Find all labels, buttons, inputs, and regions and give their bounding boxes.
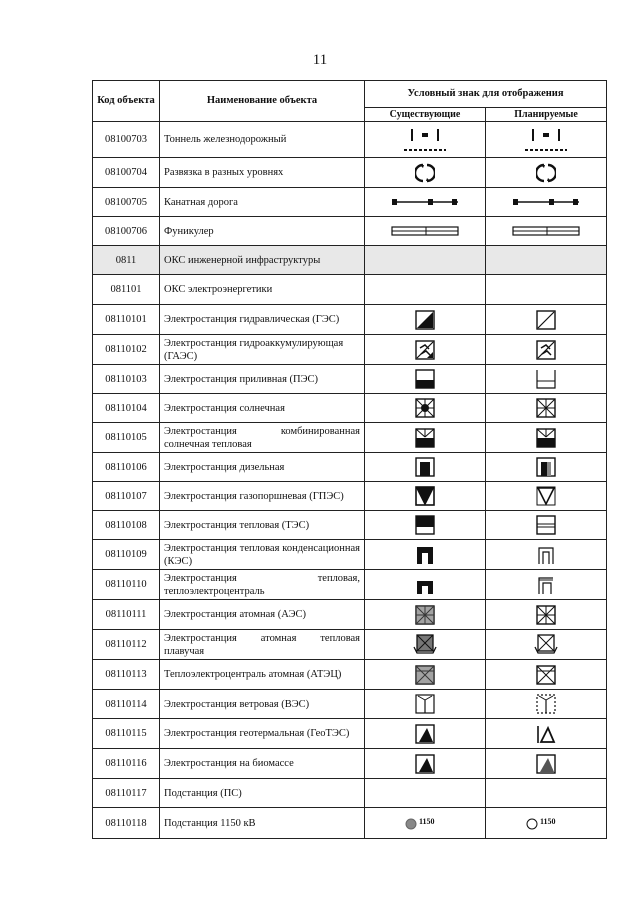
object-name: Электростанция атомная (АЭС) [160,600,365,630]
existing-symbol-cell [365,246,486,275]
object-name: Теплоэлектроцентраль атомная (АТЭЦ) [160,660,365,690]
planned-symbol-cell [486,511,607,540]
existing-symbol-cell [365,808,486,839]
object-name: Электростанция солнечная [160,394,365,423]
object-name: ОКС инженерной инфраструктуры [160,246,365,275]
object-code: 08110106 [93,453,160,482]
object-code: 08110101 [93,305,160,335]
object-code: 08100703 [93,122,160,158]
existing-symbol-cell [365,630,486,660]
object-code: 08110110 [93,570,160,600]
pumped-storage-plant-planned-icon [490,340,602,360]
gas-piston-plant-existing-icon [369,486,481,506]
hydro-plant-existing-icon [369,310,481,330]
nuclear-plant-existing-icon [369,605,481,625]
existing-symbol-cell [365,511,486,540]
tunnel-existing-icon [369,127,481,153]
object-name: Электростанция на биомассе [160,749,365,779]
object-name: Электростанция тепловая, теплоэлектроцентраль [160,570,365,600]
object-code: 08110111 [93,600,160,630]
existing-symbol-cell [365,660,486,690]
planned-symbol-cell [486,808,607,839]
object-name: Электростанция тепловая (ТЭС) [160,511,365,540]
object-name: Электростанция ветровая (ВЭС) [160,690,365,719]
table-row [93,719,607,749]
object-name: Тоннель железнодорожный [160,122,365,158]
funicular-existing-icon [369,225,481,237]
existing-symbol-cell [365,540,486,570]
object-name: Электростанция гидроаккумулирующая (ГАЭС) [160,335,365,365]
table-row [93,482,607,511]
header-name: Наименование объекта [160,81,365,122]
svg-text:1150: 1150 [419,817,435,826]
planned-symbol-cell [486,482,607,511]
table-row [93,540,607,570]
planned-symbol-cell [486,719,607,749]
existing-symbol-cell [365,779,486,808]
table-row [93,511,607,540]
object-code: 08110116 [93,749,160,779]
planned-symbol-cell [486,540,607,570]
existing-symbol-cell [365,482,486,511]
object-code: 08100706 [93,217,160,246]
table-row [93,600,607,630]
object-name: Канатная дорога [160,188,365,217]
header-symbol: Условный знак для отображения [365,81,607,108]
planned-symbol-cell [486,749,607,779]
substation-1150-planned-icon [490,816,602,830]
table-row [93,394,607,423]
solar-plant-existing-icon [369,398,481,418]
planned-symbol-cell [486,217,607,246]
planned-symbol-cell [486,188,607,217]
table-row [93,365,607,394]
symbols-table [92,80,607,839]
page-number: 11 [312,52,328,68]
wind-plant-existing-icon [369,694,481,714]
object-name: Электростанция дизельная [160,453,365,482]
table-row [93,749,607,779]
table-row [93,690,607,719]
planned-symbol-cell [486,779,607,808]
planned-symbol-cell [486,275,607,305]
object-name: Электростанция гидравлическая (ГЭС) [160,305,365,335]
existing-symbol-cell [365,423,486,453]
object-name: Электростанция комбинированная солнечная тепловая [160,423,365,453]
existing-symbol-cell [365,394,486,423]
existing-symbol-cell [365,690,486,719]
funicular-planned-icon [490,225,602,237]
substation-1150-existing-icon [369,816,481,830]
header-existing: Существующие [365,108,486,122]
biomass-plant-existing-icon [369,754,481,774]
nuclear-chp-planned-icon [490,665,602,685]
geothermal-plant-planned-icon [490,724,602,744]
existing-symbol-cell [365,453,486,482]
planned-symbol-cell [486,453,607,482]
planned-symbol-cell [486,335,607,365]
object-name: Электростанция приливная (ПЭС) [160,365,365,394]
table-row [93,122,607,158]
geothermal-plant-existing-icon [369,724,481,744]
planned-symbol-cell [486,423,607,453]
diesel-plant-existing-icon [369,457,481,477]
table-row [93,570,607,600]
object-name: Развязка в разных уровнях [160,158,365,188]
table-row [93,275,607,305]
wind-plant-planned-icon [490,694,602,714]
planned-symbol-cell [486,600,607,630]
existing-symbol-cell [365,600,486,630]
object-code: 08110104 [93,394,160,423]
cable-car-planned-icon [490,197,602,207]
chp-plant-planned-icon [490,575,602,595]
object-code: 08100705 [93,188,160,217]
section-row [93,246,607,275]
pumped-storage-plant-existing-icon [369,340,481,360]
nuclear-plant-planned-icon [490,605,602,625]
existing-symbol-cell [365,275,486,305]
existing-symbol-cell [365,305,486,335]
thermal-plant-planned-icon [490,515,602,535]
object-code: 08110108 [93,511,160,540]
object-code: 08110118 [93,808,160,839]
cable-car-existing-icon [369,197,481,207]
planned-symbol-cell [486,660,607,690]
biomass-plant-planned-icon [490,754,602,774]
object-code: 08110113 [93,660,160,690]
solar-thermal-plant-existing-icon [369,428,481,448]
tunnel-planned-icon [490,127,602,153]
header-planned: Планируемые [486,108,607,122]
floating-nuclear-plant-planned-icon [490,633,602,657]
planned-symbol-cell [486,394,607,423]
solar-plant-planned-icon [490,398,602,418]
object-code: 08110115 [93,719,160,749]
table-row [93,217,607,246]
object-name: Электростанция тепловая конденсационная (КЭС) [160,540,365,570]
planned-symbol-cell [486,158,607,188]
table-row [93,158,607,188]
planned-symbol-cell [486,630,607,660]
tidal-plant-planned-icon [490,369,602,389]
existing-symbol-cell [365,217,486,246]
planned-symbol-cell [486,365,607,394]
existing-symbol-cell [365,719,486,749]
object-code: 08110105 [93,423,160,453]
object-name: ОКС электроэнергетики [160,275,365,305]
object-name: Фуникулер [160,217,365,246]
condensing-plant-existing-icon [369,545,481,565]
object-name: Электростанция геотермальная (ГеоТЭС) [160,719,365,749]
table-row [93,808,607,839]
interchange-existing-icon [369,163,481,183]
diesel-plant-planned-icon [490,457,602,477]
object-code: 08100704 [93,158,160,188]
object-code: 08110117 [93,779,160,808]
object-code: 08110102 [93,335,160,365]
thermal-plant-existing-icon [369,515,481,535]
existing-symbol-cell [365,122,486,158]
table-row [93,779,607,808]
chp-plant-existing-icon [369,575,481,595]
table-row [93,660,607,690]
condensing-plant-planned-icon [490,545,602,565]
object-code: 08110112 [93,630,160,660]
object-code: 08110114 [93,690,160,719]
existing-symbol-cell [365,188,486,217]
table-row [93,423,607,453]
nuclear-chp-existing-icon [369,665,481,685]
existing-symbol-cell [365,365,486,394]
header-code: Код объекта [93,81,160,122]
planned-symbol-cell [486,305,607,335]
interchange-planned-icon [490,163,602,183]
object-code: 081101 [93,275,160,305]
object-name: Электростанция газопоршневая (ГПЭС) [160,482,365,511]
table-row [93,335,607,365]
table-row [93,630,607,660]
existing-symbol-cell [365,158,486,188]
tidal-plant-existing-icon [369,369,481,389]
planned-symbol-cell [486,246,607,275]
existing-symbol-cell [365,335,486,365]
object-name: Подстанция (ПС) [160,779,365,808]
planned-symbol-cell [486,690,607,719]
object-code: 08110109 [93,540,160,570]
table-row [93,188,607,217]
planned-symbol-cell [486,122,607,158]
table-row [93,453,607,482]
object-code: 08110107 [93,482,160,511]
hydro-plant-planned-icon [490,310,602,330]
table-row [93,305,607,335]
planned-symbol-cell [486,570,607,600]
object-name: Электростанция атомная тепловая плавучая [160,630,365,660]
solar-thermal-plant-planned-icon [490,428,602,448]
svg-text:1150: 1150 [540,817,556,826]
existing-symbol-cell [365,749,486,779]
object-name: Подстанция 1150 кВ [160,808,365,839]
object-code: 08110103 [93,365,160,394]
floating-nuclear-plant-existing-icon [369,633,481,657]
object-code: 0811 [93,246,160,275]
gas-piston-plant-planned-icon [490,486,602,506]
existing-symbol-cell [365,570,486,600]
